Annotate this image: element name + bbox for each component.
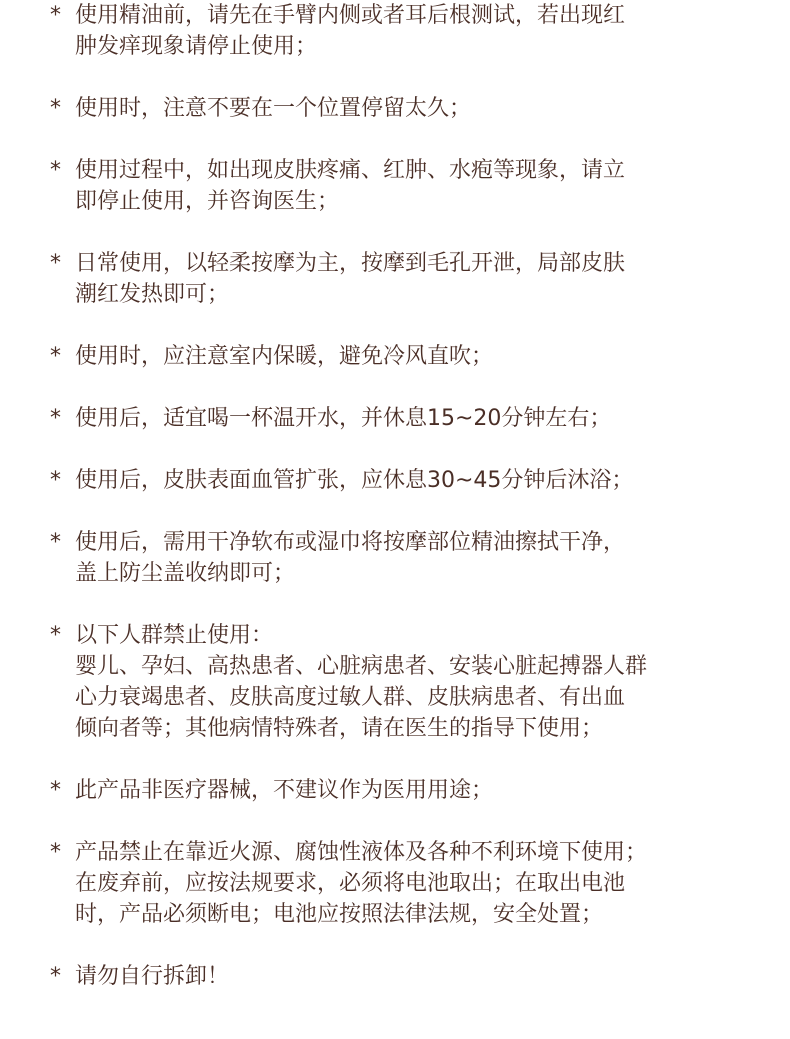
note-text-line: 使用精油前，请先在手臂内侧或者耳后根测试，若出现红 bbox=[75, 3, 626, 28]
bullet-asterisk: * bbox=[50, 840, 61, 865]
bullet-asterisk: * bbox=[50, 468, 61, 493]
note-text-line: 潮红发热即可； bbox=[75, 282, 230, 307]
note-text-line: 使用后，需用干净软布或湿巾将按摩部位精油擦拭干净， bbox=[75, 530, 626, 555]
bullet-asterisk: * bbox=[50, 623, 61, 648]
note-text-line: 盖上防尘盖收纳即可； bbox=[75, 561, 296, 586]
note-item bbox=[50, 961, 780, 992]
bullet-asterisk: * bbox=[50, 778, 61, 803]
bullet-asterisk: * bbox=[50, 96, 61, 121]
note-item bbox=[50, 403, 780, 434]
note-item bbox=[50, 465, 780, 496]
note-text-line: 在废弃前，应按法规要求，必须将电池取出；在取出电池 bbox=[75, 871, 626, 896]
note-text-line: 倾向者等；其他病情特殊者，请在医生的指导下使用； bbox=[75, 716, 604, 741]
usage-notes-list bbox=[50, 0, 780, 1023]
note-item bbox=[50, 620, 780, 744]
note-text-line: 婴儿、孕妇、高热患者、心脏病患者、安装心脏起搏器人群 bbox=[75, 654, 648, 679]
note-item bbox=[50, 248, 780, 310]
note-text-line: 使用后，适宜喝一杯温开水，并休息15~20分钟左右； bbox=[75, 406, 612, 431]
note-item bbox=[50, 155, 780, 217]
bullet-asterisk: * bbox=[50, 344, 61, 369]
bullet-asterisk: * bbox=[50, 964, 61, 989]
note-text-line: 此产品非医疗器械，不建议作为医用用途； bbox=[75, 778, 494, 803]
note-text-line: 使用时，注意不要在一个位置停留太久； bbox=[75, 96, 472, 121]
bullet-asterisk: * bbox=[50, 406, 61, 431]
note-item bbox=[50, 775, 780, 806]
note-text-line: 时，产品必须断电；电池应按照法律法规，安全处置； bbox=[75, 902, 604, 927]
note-text-line: 使用后，皮肤表面血管扩张，应休息30~45分钟后沐浴； bbox=[75, 468, 634, 493]
note-text-line: 肿发痒现象请停止使用； bbox=[75, 34, 318, 59]
bullet-asterisk: * bbox=[50, 158, 61, 183]
bullet-asterisk: * bbox=[50, 530, 61, 555]
note-item bbox=[50, 837, 780, 930]
note-text-line: 即停止使用，并咨询医生； bbox=[75, 189, 340, 214]
note-item bbox=[50, 93, 780, 124]
note-text-line: 请勿自行拆卸！ bbox=[75, 964, 230, 989]
note-text-line: 心力衰竭患者、皮肤高度过敏人群、皮肤病患者、有出血 bbox=[75, 685, 626, 710]
note-text-line: 使用时，应注意室内保暖，避免冷风直吹； bbox=[75, 344, 494, 369]
note-text-line: 以下人群禁止使用： bbox=[75, 623, 274, 648]
note-text-line: 使用过程中，如出现皮肤疼痛、红肿、水疱等现象，请立 bbox=[75, 158, 626, 183]
bullet-asterisk: * bbox=[50, 3, 61, 28]
note-text-line: 日常使用，以轻柔按摩为主，按摩到毛孔开泄，局部皮肤 bbox=[75, 251, 626, 276]
note-item bbox=[50, 0, 780, 62]
bullet-asterisk: * bbox=[50, 251, 61, 276]
note-item bbox=[50, 527, 780, 589]
note-item bbox=[50, 341, 780, 372]
note-text-line: 产品禁止在靠近火源、腐蚀性液体及各种不利环境下使用； bbox=[75, 840, 648, 865]
